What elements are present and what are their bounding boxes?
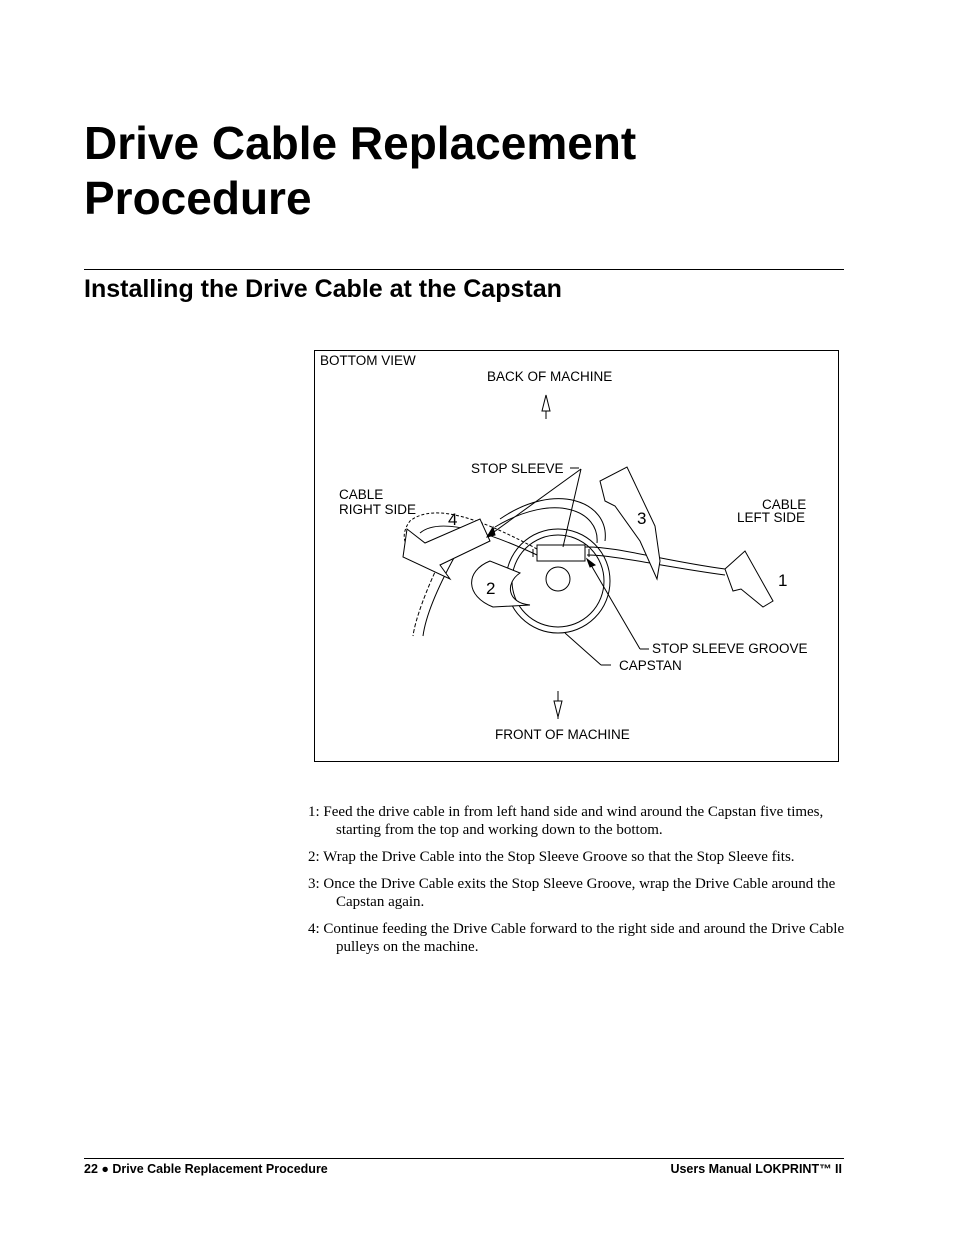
bottom-view-label: BOTTOM VIEW [320,353,416,368]
arrow-2-icon [472,561,530,607]
cable-left-side-label-line1: CABLE [762,497,807,512]
cable-left-side-label-line2: LEFT SIDE [737,510,806,525]
back-arrow-icon [542,395,550,419]
capstan-diagram [314,350,839,762]
step-2: 2: Wrap the Drive Cable into the Stop Sleeve Groove so that the Stop Sleeve fits. [308,849,795,865]
stop-sleeve-label: STOP SLEEVE [471,461,564,476]
step-number-3: 3 [637,509,647,528]
arrow-1-icon [725,551,773,607]
section-title: Installing the Drive Cable at the Capstan [84,275,562,303]
cable-right-side-label-line2: RIGHT SIDE [339,502,417,517]
back-of-machine-label: BACK OF MACHINE [487,369,613,384]
step-3: 3: Once the Drive Cable exits the Stop Sleeve Groove, wrap the Drive Cable around the Capstan again. [308,876,836,910]
footer-divider [84,1158,844,1159]
step-number-2: 2 [486,579,496,598]
diagram-drawing [315,351,840,763]
step-number-1: 1 [778,571,788,590]
step-number-4: 4 [448,510,458,529]
front-arrow-icon [554,691,562,719]
section-divider [84,269,844,270]
front-of-machine-label: FRONT OF MACHINE [495,727,630,742]
chapter-title: Drive Cable Replacement Procedure [84,117,637,224]
step-1: 1: Feed the drive cable in from left hand side and wind around the Capstan five times, starting from the top and working down to the bottom. [308,804,824,838]
footer-manual-title: Users Manual LOKPRINT™ II [670,1162,842,1176]
footer-page-info: 22 ● Drive Cable Replacement Procedure [84,1162,328,1176]
capstan-label: CAPSTAN [619,658,682,673]
arrow-3-icon [600,467,660,579]
procedure-steps [308,803,848,965]
stop-sleeve-groove-label: STOP SLEEVE GROOVE [652,641,808,656]
cable-right-side-label-line1: CABLE [339,487,384,502]
step-4: 4: Continue feeding the Drive Cable forward to the right side and around the Drive Cable pulleys on the machine. [308,921,845,955]
stop-sleeve-drawing [533,545,589,561]
